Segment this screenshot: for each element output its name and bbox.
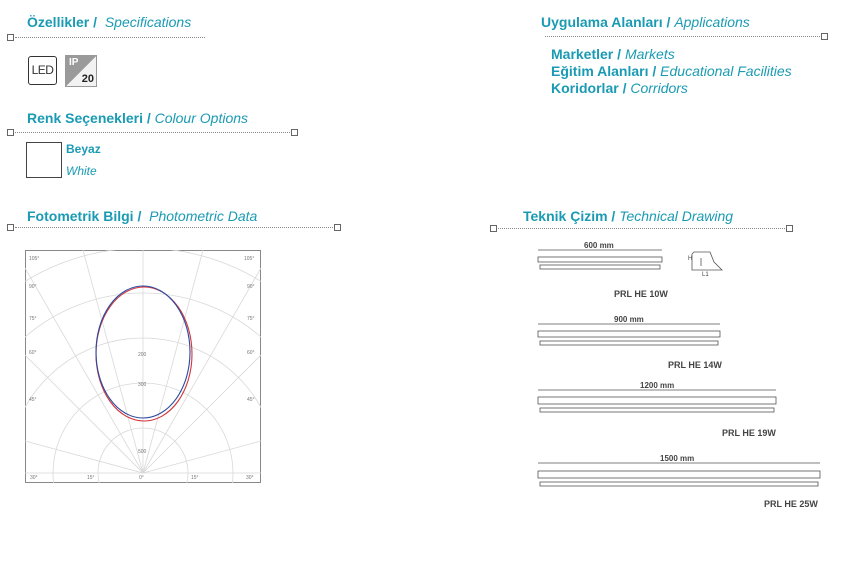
angle-label: 75° [247, 316, 255, 322]
section-marker [821, 33, 828, 40]
colour-name-tr: Beyaz [66, 142, 101, 156]
section-divider [15, 132, 290, 133]
application-tr: Eğitim Alanları / [551, 63, 657, 79]
angle-label: 105° [29, 256, 40, 262]
fixture-diffuser-1200 [540, 408, 774, 412]
photometric-title-tr: Fotometrik Bilgi / [27, 208, 142, 224]
section-marker [7, 224, 14, 231]
photometric-heading [27, 208, 257, 224]
fixture-diffuser-1500 [540, 482, 818, 486]
section-marker [291, 129, 298, 136]
fixture-diffuser-900 [540, 341, 718, 345]
section-marker [334, 224, 341, 231]
specifications-title-tr: Özellikler / [27, 14, 98, 30]
colour-swatch-white [26, 142, 62, 178]
angle-label: 45° [29, 397, 37, 403]
fixture-body-900 [538, 331, 720, 337]
angle-label: 0° [139, 475, 144, 481]
section-divider [545, 36, 820, 37]
colour-options-heading [27, 110, 248, 126]
section-divider [15, 227, 333, 228]
section-marker [7, 34, 14, 41]
ip-value: 20 [81, 73, 94, 85]
angle-label: 30° [246, 475, 254, 481]
section-marker [490, 225, 497, 232]
specifications-heading [27, 14, 191, 30]
specifications-title-en: Specifications [104, 14, 192, 30]
dimension-label: 1200 mm [640, 381, 675, 390]
photometric-polar-chart [25, 250, 261, 483]
ring-label: 200 [138, 352, 147, 358]
fixture-body-1200 [538, 397, 776, 404]
ip-rating-icon [65, 55, 97, 87]
angle-label: 15° [191, 475, 199, 481]
model-label: PRL HE 25W [764, 499, 818, 509]
dimension-label: 1500 mm [660, 454, 695, 463]
colour-name-en: White [66, 164, 97, 178]
application-tr: Marketler / [551, 46, 622, 62]
section-divider [15, 37, 205, 38]
dimension-label: 600 mm [584, 241, 614, 250]
technical-drawing-heading [523, 208, 733, 224]
led-badge-label: LED [31, 63, 54, 77]
fixture-body-1500 [538, 471, 820, 478]
list-item [551, 80, 792, 97]
ip-label: IP [69, 57, 79, 68]
angle-label: 30° [30, 475, 38, 481]
model-label: PRL HE 14W [668, 360, 722, 370]
applications-title-tr: Uygulama Alanları / [541, 14, 671, 30]
model-label: PRL HE 19W [722, 428, 776, 438]
angle-label: 60° [29, 350, 37, 356]
section-label-l1: L1 [702, 272, 709, 278]
fixture-diffuser-600 [540, 265, 660, 269]
section-marker [7, 129, 14, 136]
technical-drawing [530, 238, 830, 518]
application-tr: Koridorlar / [551, 80, 627, 96]
technical-drawing-title-en: Technical Drawing [619, 208, 734, 224]
colour-options-title-en: Colour Options [154, 110, 249, 126]
applications-list [551, 46, 792, 97]
angle-label: 90° [29, 284, 37, 290]
colour-options-title-tr: Renk Seçenekleri / [27, 110, 151, 126]
angle-label: 60° [247, 350, 255, 356]
fixture-body-600 [538, 257, 662, 262]
led-badge-icon [28, 56, 57, 85]
application-en: Markets [624, 46, 675, 62]
model-label: PRL HE 10W [614, 289, 668, 299]
list-item [551, 63, 792, 80]
technical-drawing-title-tr: Teknik Çizim / [523, 208, 616, 224]
section-marker [786, 225, 793, 232]
applications-heading [541, 14, 750, 30]
angle-label: 15° [87, 475, 95, 481]
angle-label: 45° [247, 397, 255, 403]
angle-label: 105° [244, 256, 255, 262]
angle-label: 90° [247, 284, 255, 290]
application-en: Educational Facilities [660, 63, 792, 79]
application-en: Corridors [630, 80, 688, 96]
applications-title-en: Applications [674, 14, 750, 30]
section-divider [498, 228, 785, 229]
section-profile-icon [692, 252, 722, 270]
photometric-title-en: Photometric Data [149, 208, 258, 224]
ring-label: 300 [138, 382, 147, 388]
list-item [551, 46, 792, 63]
dimension-label: 900 mm [614, 315, 644, 324]
ring-label: 500 [138, 449, 147, 455]
angle-label: 75° [29, 316, 37, 322]
section-label-h: H [688, 256, 693, 262]
